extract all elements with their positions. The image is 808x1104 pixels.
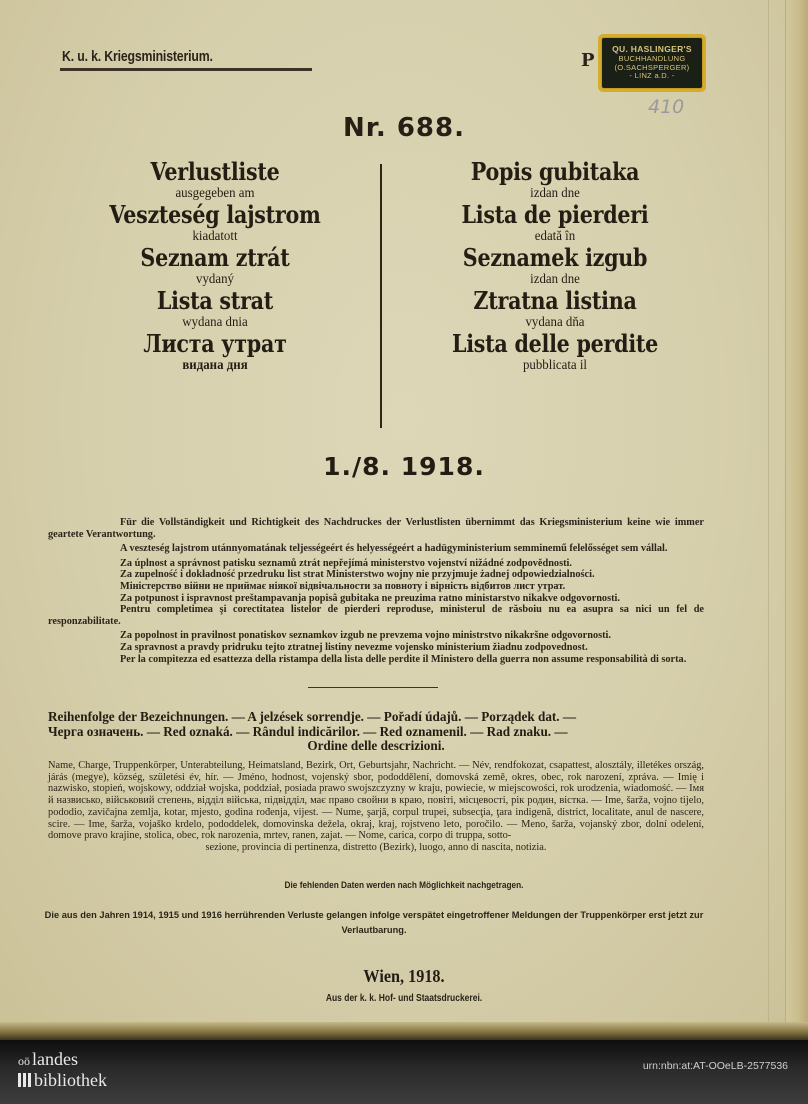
fields-last-line: sezione, provincia di pertinenza, distretto (Bezirk), luogo, anno di nascita, notizia. xyxy=(205,841,547,853)
title-hungarian: Veszteség lajstrom xyxy=(109,200,321,229)
page-edge xyxy=(785,0,808,1040)
stamp-line-2: BUCHHANDLUNG xyxy=(618,53,686,63)
subtitle-german: ausgegeben am xyxy=(175,186,255,201)
title-ukrainian: Листа утрат xyxy=(143,329,287,358)
stamp-line-4: - LINZ a.D. - xyxy=(629,71,675,81)
disclaimer-romanian: Pentru completimea şi corectitatea listelor de pierderi reproduse, ministerul de răsboiu nu ea asupra sa nici un fel de responzabilitate. xyxy=(48,604,704,627)
subtitle-slovak: vydana dňa xyxy=(525,315,585,330)
urn-identifier: urn:nbn:at:AT-OOeLB-2577536 xyxy=(642,1060,788,1072)
corner-letter: P xyxy=(581,50,595,71)
title-italian: Lista delle perdite xyxy=(451,329,659,358)
logo-line-2: bibliothek xyxy=(34,1070,107,1090)
disclaimer-hungarian: A veszteség lajstrom utánnyomatának teljességeért és helyességeért a hadügyministerium semminemű felelősséget sem vállal. xyxy=(120,543,668,555)
subtitle-ukrainian: видана дня xyxy=(182,358,248,373)
disclaimer-croatian: Za potpunost i ispravnost preštampavanja popisâ gubitaka ne preuzima ratno ministarstvo nikakve odgovornosti. xyxy=(120,592,620,604)
subtitle-polish: wydana dnia xyxy=(182,315,248,330)
logo-line-1: landes xyxy=(32,1049,78,1069)
title-column-left xyxy=(60,158,370,373)
viewer-footer xyxy=(0,1040,808,1104)
imprint-printer: Aus der k. k. Hof- und Staatsdruckerei. xyxy=(325,993,483,1004)
title-czech: Seznam ztrát xyxy=(140,243,290,272)
title-german: Verlustliste xyxy=(150,157,280,186)
issue-date: 1./8. 1918. xyxy=(323,452,485,481)
ministry-heading: K. u. k. Kriegsministerium. xyxy=(62,48,213,65)
subtitle-croatian: izdan dne xyxy=(530,186,580,201)
column-divider xyxy=(380,164,382,428)
fields-body: Name, Charge, Truppenkörper, Unterabteilung, Heimatsland, Bezirk, Ort, Geburtsjahr, Nachricht. — Név, rendfokozat, csapattest, alosztály, illetékes ország, járás (megye), község, születési év, hír. — Jméno, hodnost, vojenský sbor, pododdělení, domovská země, okres, obec, rok narození, zpráva. — Imię i nazwisko, stopień, wojskowy, oddział wojska, poddział, posiada prawo swojszczyzny w kraju, powiecie, w miejscowości, rok urodzenia, wiadomość. — Імя й назвисько, військовий степень, відділ війська, підвідділ, має право свойни в краю, повіті, місцевості, рік родин, вістка. — Ime, šarža, vojno tijelo, pododio, zavičajna zemlja, kotar, mjesto, godina rođenja, vijest. — Nume, şarjă, corpul trupei, subsecţia, ţara indigenă, district, localitate, anul de nascere, scire. — Ime, šarža, vojaško krdelo, pododdelek, domovinska dežela, okraj, kraj, rojstveno leto, poročilo. — Meno, šarža, vojanský zbor, dolní odelení, domove pravo krajine, stolica, obec, rok narozenia, mrtev, ranen, zajat. — Nome, carica, corpo di truppa, sotto- xyxy=(48,760,704,842)
subtitle-italian: pubblicata il xyxy=(522,358,588,373)
title-romanian: Lista de pierderi xyxy=(461,200,649,229)
disclaimer-ukrainian: Міністерство війни не приймає ніякої відвічальности за повноту і вірність відбитов лист утрат. xyxy=(120,580,566,592)
disclaimer-italian: Per la compitezza ed esattezza della ristampa della lista delle perdite il Ministero della guerra non assume responsabilità di sorta. xyxy=(120,653,687,665)
order-of-designations xyxy=(48,710,704,754)
title-slovak: Ztratna listina xyxy=(473,286,637,315)
late-reports-note: Die aus den Jahren 1914, 1915 und 1916 herrührenden Verluste gelangen infolge verspätet eingetroffener Meldungen der Truppenkörper erst jetzt zur Verlautbarung. xyxy=(44,910,704,935)
issue-number: Nr. 688. xyxy=(343,113,465,143)
library-logo[interactable] xyxy=(18,1050,107,1090)
order-line-1: Reihenfolge der Bezeichnungen. — A jelzések sorrendje. — Pořadí údajů. — Porządek dat. — xyxy=(48,709,577,724)
stamp-line-1: QU. HASLINGER'S xyxy=(612,44,692,55)
disclaimer-block xyxy=(48,517,704,665)
subtitle-romanian: edată în xyxy=(534,229,576,244)
logo-prefix: oö xyxy=(18,1054,30,1068)
disclaimer-slovenian: Za popolnost in pravilnost ponatiskov seznamkov izgub ne prevzema vojno ministrstvo nikakršne odgovornosti. xyxy=(120,630,611,642)
disclaimer-german: Für die Vollständigkeit und Richtigkeit des Nachdruckes der Verlustlisten übernimmt das Kriegsministerium keine wie immer geartete Verantwortung. xyxy=(48,517,704,540)
ministry-underline xyxy=(60,68,312,71)
imprint-city: Wien, 1918. xyxy=(363,966,445,986)
order-line-2: Черга означень. — Red oznaká. — Rândul indicărilor. — Red oznamenil. — Rad znaku. — xyxy=(48,723,568,739)
disclaimer-czech: Za úplnost a správnost patisku seznamů ztrát nepřejímá ministerstvo vojenství nižádné zodpovědnosti. xyxy=(120,557,572,569)
title-slovenian: Seznamek izgub xyxy=(462,243,648,272)
order-line-3: Ordine delle descrizioni. xyxy=(307,738,445,753)
section-divider xyxy=(308,687,438,688)
pencil-note: 410 xyxy=(648,96,685,118)
page-bottom-edge xyxy=(0,1022,808,1040)
missing-data-note: Die fehlenden Daten werden nach Möglichkeit nachgetragen. xyxy=(284,880,524,890)
subtitle-czech: vydaný xyxy=(196,272,234,287)
bookseller-stamp xyxy=(598,34,706,92)
title-column-right xyxy=(400,158,710,373)
title-polish: Lista strat xyxy=(156,286,274,315)
title-croatian: Popis gubitaka xyxy=(470,157,640,186)
field-descriptions xyxy=(48,760,704,854)
disclaimer-polish: Za zupelność i dokładność przedruku list strat Ministerstwo wojny nie przyjmuje żadnej odpowiedzialności. xyxy=(120,569,595,581)
logo-bars-icon xyxy=(18,1073,31,1087)
stamp-line-3: (O.SACHSPERGER) xyxy=(614,62,690,72)
disclaimer-slovak: Za spravnost a pravdy pridruku tejto ztratnej listiny nevezme vojensko ministerium žiadnu zodpovednost. xyxy=(120,641,588,653)
subtitle-slovenian: izdan dne xyxy=(530,272,580,287)
title-columns xyxy=(60,158,710,428)
subtitle-hungarian: kiadatott xyxy=(192,229,238,244)
